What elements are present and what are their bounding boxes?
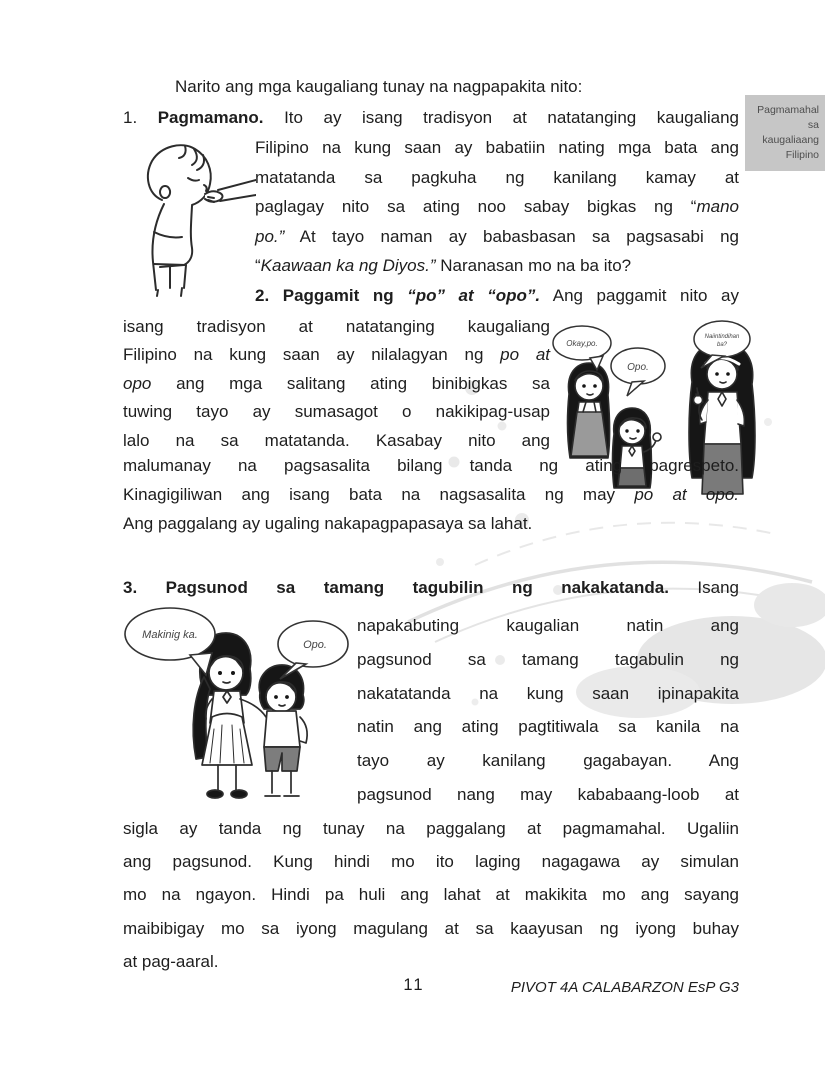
text-line: sigla ay tanda ng tunay na paggalang at pagmamahal. Ugaliin	[123, 819, 739, 838]
text-line: “Kaawaan ka ng Diyos.” Naranasan mo na ba ito?	[255, 256, 632, 276]
page-number: 11	[403, 976, 425, 994]
text-line: ang pagsunod. Kung hindi mo ito laging nagagawa ay simulan	[123, 852, 739, 872]
text-line: tayo ay kanilang gagabayan. Ang	[357, 751, 739, 771]
text-line: isang tradisyon at natatanging kaugaliang	[123, 317, 550, 336]
margin-note-tab	[745, 95, 825, 171]
text-line: at pag-aaral.	[123, 951, 219, 971]
margin-note-line: Filipino	[785, 149, 819, 161]
module-footer-label: PIVOT 4A CALABARZON EsP G3	[510, 979, 739, 996]
pagmamano-illustration	[118, 138, 256, 298]
speech-bubble-text: Okay,po.	[566, 339, 598, 348]
text-line: nakatatanda na kung saan ipinapakita	[357, 683, 739, 703]
text-line: 1. Pagmamano. Ito ay isang tradisyon at natatanging kaugaliang	[123, 108, 740, 127]
text-line: 3. Pagsunod sa tamang tagubilin ng nakakatanda. Isang	[123, 578, 739, 597]
text-line: malumanay na pagsasalita bilang tanda ng ating pagrespeto.	[123, 456, 739, 475]
paragraph-pagmamano	[255, 133, 739, 311]
text-line: natin ang ating pagtitiwala sa kanila na	[357, 717, 739, 737]
text-line: mo na ngayon. Hindi pa huli ang lahat at makikita mo ang sayang	[123, 885, 739, 905]
text-line: Filipino na kung saan ay babatiin nating mga bata ang	[255, 138, 739, 157]
paragraph-po-opo	[123, 313, 550, 455]
speech-bubble-text: Naiintindihan	[704, 334, 740, 340]
pagsunod-illustration	[114, 597, 356, 803]
speech-bubble-text: Opo.	[303, 639, 327, 651]
margin-note-line: sa kaugaliaang	[762, 119, 819, 146]
text-line: paglagay nito sa ating noo sabay bigkas ng “mano	[255, 197, 739, 217]
text-line: Filipino na kung saan ay nilalagyan ng po at	[123, 345, 550, 365]
paragraph-po-opo-continued	[123, 451, 739, 539]
speech-bubble-text: Opo.	[627, 362, 649, 373]
text-line: tuwing tayo ay sumasagot o nakikipag-usap	[123, 402, 550, 422]
text-line: matatanda sa pagkuha ng kanilang kamay at	[255, 167, 739, 187]
paragraph-pagsunod	[357, 609, 739, 812]
text-line: pagsunod nang may kababaang-loob at	[357, 784, 739, 804]
text-line: napakabuting kaugalian natin ang	[357, 616, 739, 635]
text-line: lalo na sa matatanda. Kasabay nito ang	[123, 430, 550, 450]
text-line: po.” At tayo naman ay babasbasan sa pagsasabi ng	[255, 226, 739, 246]
text-line: Kinagigiliwan ang isang bata na nagsasalita ng may po at opo.	[123, 485, 739, 505]
text-line: Ang paggalang ay ugaling nakapagpapasaya sa lahat.	[123, 514, 533, 534]
text-line: opo ang mga salitang ating binibigkas sa	[123, 373, 550, 393]
list-item-3-heading	[123, 574, 739, 602]
margin-note-line: Pagmamahal	[757, 104, 819, 116]
list-item-1-heading	[123, 105, 739, 131]
paragraph-pagsunod-continued	[123, 812, 739, 978]
speech-bubble-text: ba?	[716, 342, 728, 348]
intro-line: Narito ang mga kaugaliang tunay na nagpapakita nito:	[175, 77, 583, 96]
speech-bubble-text: Makinig ka.	[142, 629, 198, 641]
text-line: maibibigay mo sa iyong magulang at sa kaayusan ng iyong buhay	[123, 918, 739, 938]
text-line: 2. Paggamit ng “po” at “opo”. Ang paggamit nito ay	[255, 285, 739, 305]
text-line: pagsunod sa tamang tagabulin ng	[357, 649, 739, 669]
